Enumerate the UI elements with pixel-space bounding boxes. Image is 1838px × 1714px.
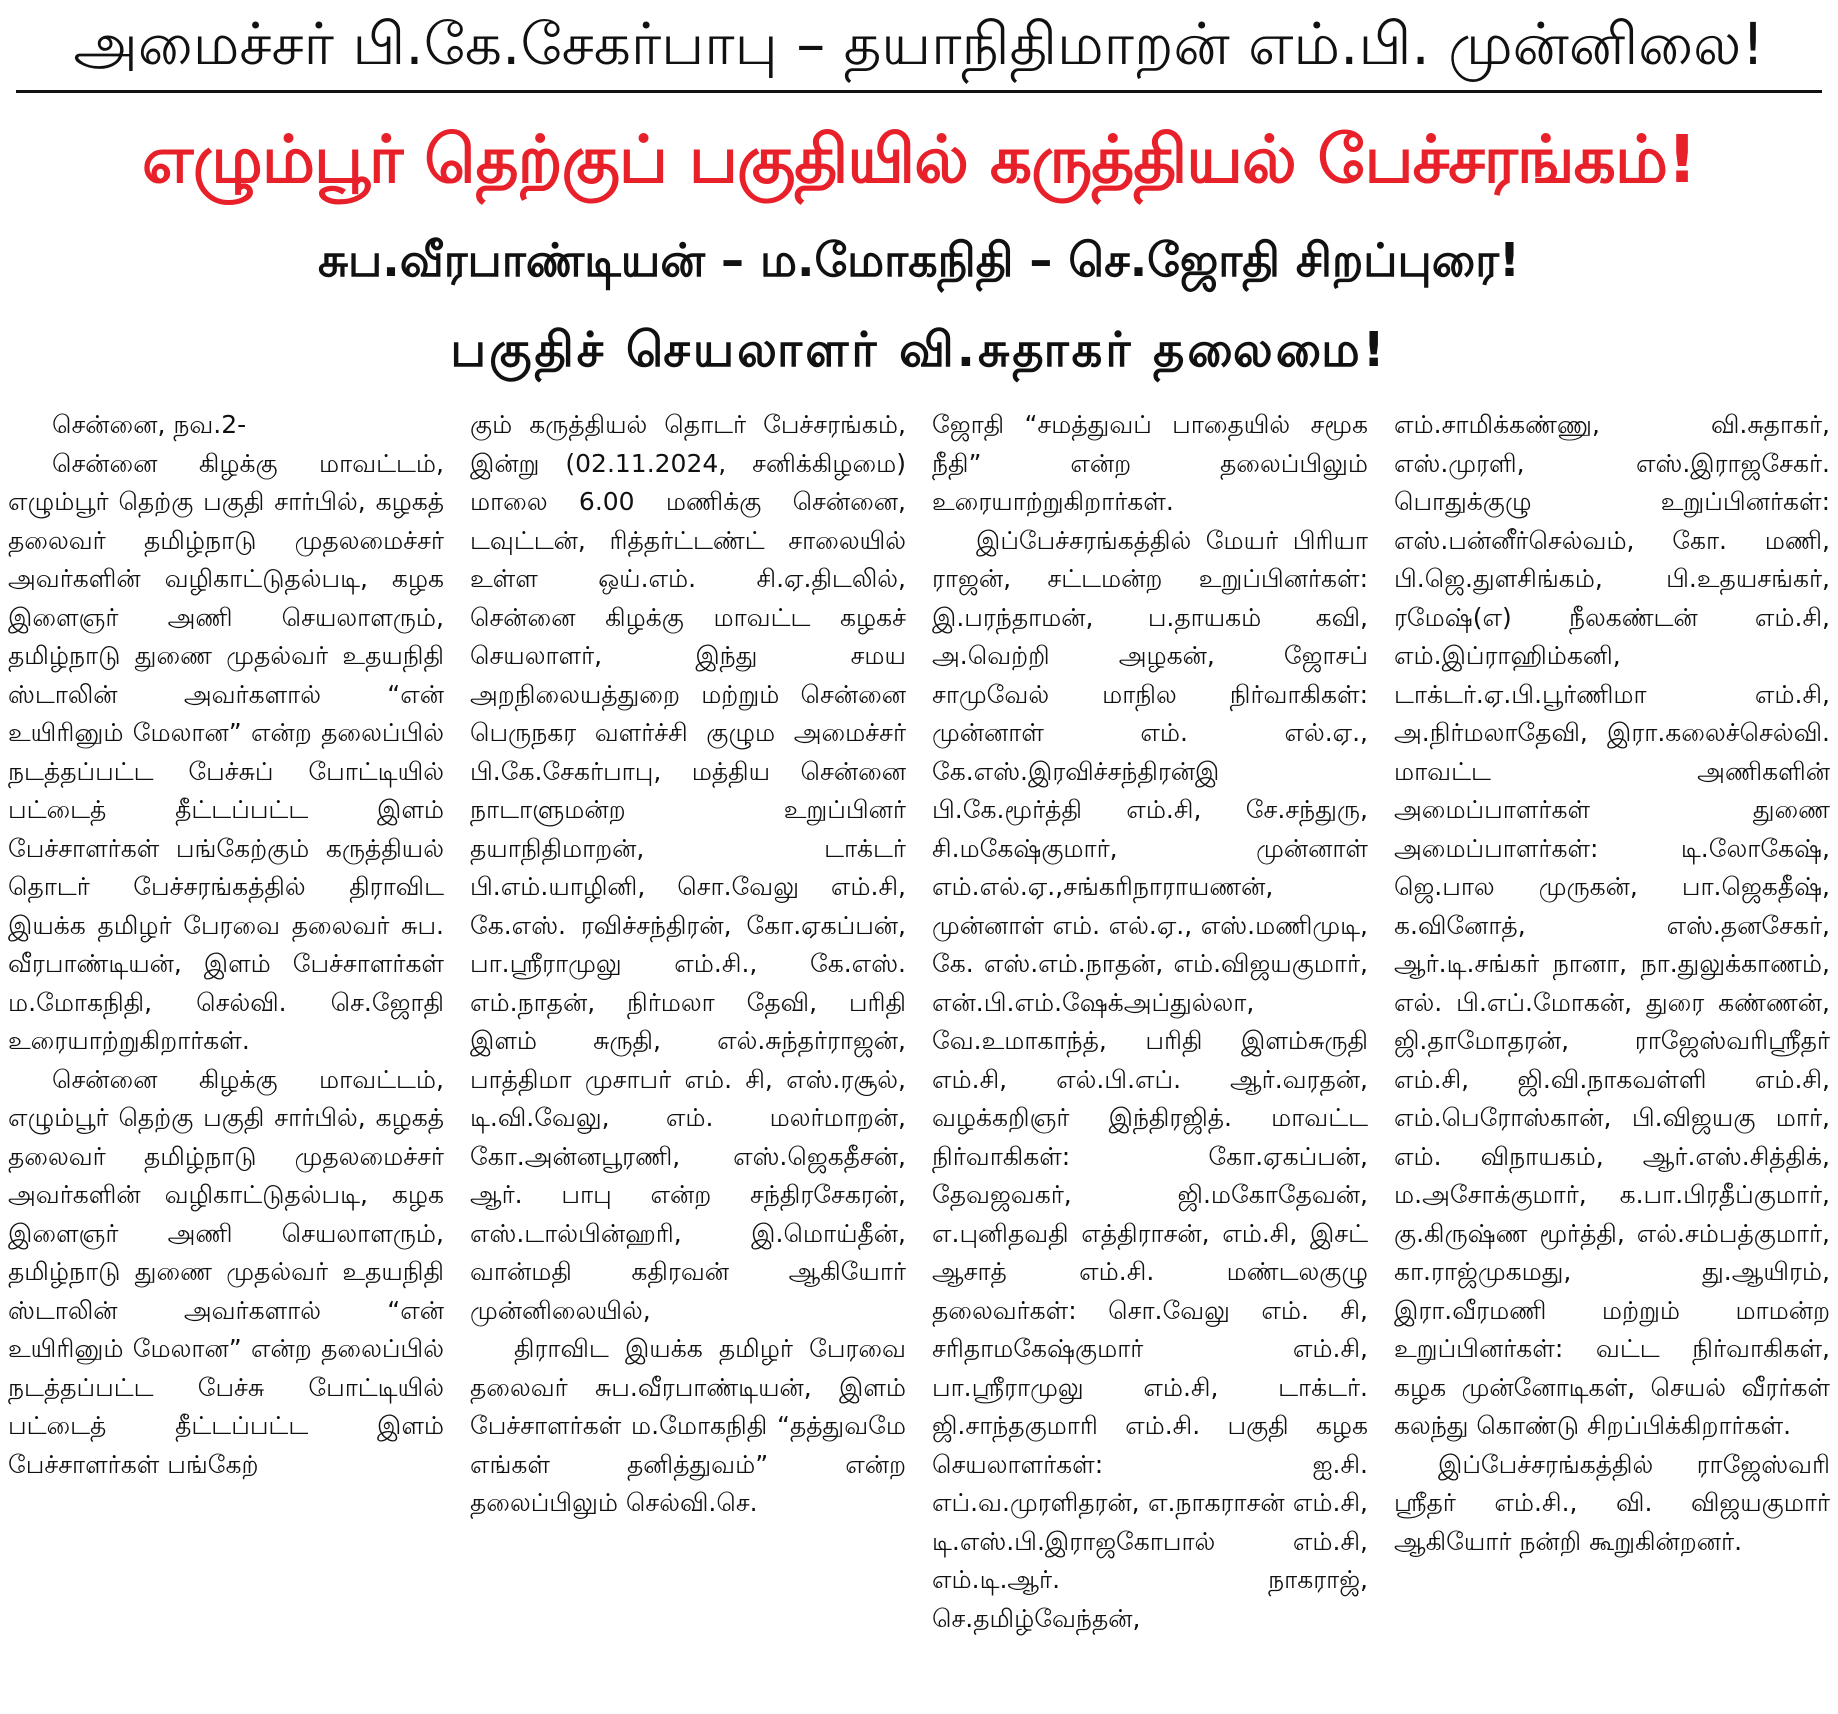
article-paragraph: திராவிட இயக்க தமிழர் பேரவை தலைவர் சுப.வீரபாண்டியன், இளம் பேச்சாளர்கள் ம.மோகநிதி “தத்துவமே எங்கள் தனித்துவம்” என்ற தலைப்பிலும் செல்வி.செ. <box>470 1334 906 1517</box>
headline-top: அமைச்சர் பி.கே.சேகர்பாபு – தயாநிதிமாறன் எம்.பி. முன்னிலை! <box>73 10 1765 78</box>
article-paragraph: கும் கருத்தியல் தொடர் பேச்சரங்கம், இன்று (02.11.2024, சனிக்கிழமை) மாலை 6.00 மணிக்கு சென்னை, டவுட்டன், ரித்தர்ட்டண்ட் சாலையில் உள்ள ஒய்.எம். சி.ஏ.திடலில், சென்னை கிழக்கு மாவட்ட கழகச் செயலாளர், இந்து சமய அறநிலையத்துறை மற்றும் சென்னை பெருநகர வளர்ச்சி குழும அமைச்சர் பி.கே.சேகர்பாபு, மத்திய சென்னை நாடாளுமன்ற உறுப்பினர் தயாநிதிமாறன், டாக்டர் பி.எம்.யாழினி, சொ.வேலு எம்.சி, கே.எஸ். ரவிச்சந்திரன், கோ.ஏகப்பன், பா.ஸ்ரீராமுலு எம்.சி., கே.எஸ். எம்.நாதன், நிர்மலா தேவி, பரிதி இளம் சுருதி, எல்.சுந்தர்ராஜன், பாத்திமா முசாபர் எம். சி, எஸ்.ரசூல், டி.வி.வேலு, எம். மலர்மாறன், கோ.அன்னபூரணி, எஸ்.ஜெகதீசன், ஆர். பாபு என்ற சந்திரசேகரன், எஸ்.டால்பின்ஹரி, இ.மொய்தீன், வான்மதி கதிரவன் ஆகியோர் முன்னிலையில், <box>470 410 906 1325</box>
article-column-1 <box>8 406 444 1708</box>
article-paragraph: இப்பேச்சரங்கத்தில் ராஜேஸ்வரி ஸ்ரீதர் எம்.சி., வி. விஜயகுமார் ஆகியோர் நன்றி கூறுகின்றனர். <box>1394 1449 1830 1556</box>
article-column-3 <box>932 406 1368 1708</box>
headline-sub: சுப.வீரபாண்டியன் – ம.மோகநிதி – செ.ஜோதி சிறப்புரை! <box>318 233 1520 287</box>
article-paragraph: இப்பேச்சரங்கத்தில் மேயர் பிரியா ராஜன், சட்டமன்ற உறுப்பினர்கள்: இ.பரந்தாமன், ப.தாயகம் கவி, அ.வெற்றி அழகன், ஜோசப் சாமுவேல் மாநில நிர்வாகிகள்: முன்னாள் எம். எல்.ஏ., கே.எஸ்.இரவிச்சந்திரன்இ பி.கே.மூர்த்தி எம்.சி, சே.சந்துரு, சி.மகேஷ்குமார், முன்னாள் எம்.எல்.ஏ.,சங்கரிநாராயணன், முன்னாள் எம். எல்.ஏ., எஸ்.மணிமுடி, கே. எஸ்.எம்.நாதன், எம்.விஜயகுமார், என்.பி.எம்.ஷேக்அப்துல்லா, வே.உமாகாந்த், பரிதி இளம்சுருதி எம்.சி, எல்.பி.எப். ஆர்.வரதன், வழக்கறிஞர் இந்திரஜித். மாவட்ட நிர்வாகிகள்: கோ.ஏகப்பன், தேவஜவகர், ஜி.மகோதேவன், எ.புனிதவதி எத்திராசன், எம்.சி, இசட் ஆசாத் எம்.சி. மண்டலகுழு தலைவர்கள்: சொ.வேலு எம். சி, சரிதாமகேஷ்குமார் எம்.சி, பா.ஸ்ரீராமுலு எம்.சி, டாக்டர். ஜி.சாந்தகுமாரி எம்.சி. பகுதி கழக செயலாளர்கள்: ஐ.சி. எப்.வ.முரளிதரன், எ.நாகராசன் எம்.சி, டி.எஸ்.பி.இராஜகோபால் எம்.சி, எம்.டி.ஆர். நாகராஜ், செ.தமிழ்வேந்தன், <box>932 525 1368 1633</box>
article-paragraph: எம்.சாமிக்கண்ணு, வி.சுதாகர், எஸ்.முரளி, எஸ்.இராஜசேகர். பொதுக்குழு உறுப்பினர்கள்: எஸ்.பன்னீர்செல்வம், கோ. மணி, பி.ஜெ.துளசிங்கம், பி.உதயசங்கர், ரமேஷ்(எ) நீலகண்டன் எம்.சி, எம்.இப்ராஹிம்கனி, டாக்டர்.ஏ.பி.பூர்ணிமா எம்.சி, அ.நிர்மலாதேவி, இரா.கலைச்செல்வி. மாவட்ட அணிகளின் அமைப்பாளர்கள் துணை அமைப்பாளர்கள்: டி.லோகேஷ், ஜெ.பால முருகன், பா.ஜெகதீஷ், க.வினோத், எஸ்.தனசேகர், ஆர்.டி.சங்கர் நானா, நா.துலுக்காணம், எல். பி.எப்.மோகன், துரை கண்ணன், ஜி.தாமோதரன், ராஜேஸ்வரிஸ்ரீதர் எம்.சி, ஜி.வி.நாகவள்ளி எம்.சி, எம்.பெரோஸ்கான், பி.விஜயகு மார், எம். விநாயகம், ஆர்.எஸ்.சித்திக், ம.அசோக்குமார், க.பா.பிரதீப்குமார், கு.கிருஷ்ண மூர்த்தி, எல்.சம்பத்குமார், கா.ராஜ்முகமது, து.ஆயிரம், இரா.வீரமணி மற்றும் மாமன்ற உறுப்பினர்கள்: வட்ட நிர்வாகிகள், கழக முன்னோடிகள், செயல் வீரர்கள் கலந்து கொண்டு சிறப்பிக்கிறார்கள். <box>1394 410 1830 1440</box>
article-column-4 <box>1394 406 1830 1708</box>
article-paragraph: சென்னை கிழக்கு மாவட்டம், எழும்பூர் தெற்கு பகுதி சார்பில், கழகத் தலைவர் தமிழ்நாடு முதலமைச்சர் அவர்களின் வழிகாட்டுதல்படி, கழக இளைஞர் அணி செயலாளரும், தமிழ்நாடு துணை முதல்வர் உதயநிதி ஸ்டாலின் அவர்களால் “என் உயிரினும் மேலான” என்ற தலைப்பில் நடத்தப்பட்ட பேச்சு போட்டியில் பட்டைத் தீட்டப்பட்ட இளம் பேச்சாளர்கள் பங்கேற் <box>8 1064 444 1479</box>
article-column-2 <box>470 406 906 1708</box>
article-paragraph: ஜோதி “சமத்துவப் பாதையில் சமூக நீதி” என்ற தலைப்பிலும் உரையாற்றுகிறார்கள். <box>932 410 1368 516</box>
headline-divider <box>16 90 1822 93</box>
headline-main: எழும்பூர் தெற்குப் பகுதியில் கருத்தியல் பேச்சரங்கம்! <box>141 121 1697 198</box>
article-body <box>8 406 1830 1708</box>
article-dateline: சென்னை, நவ.2- <box>52 410 247 439</box>
headline-chair: பகுதிச் செயலாளர் வி.சுதாகர் தலைமை! <box>450 322 1388 378</box>
article-paragraph: சென்னை கிழக்கு மாவட்டம், எழும்பூர் தெற்கு பகுதி சார்பில், கழகத் தலைவர் தமிழ்நாடு முதலமைச்சர் அவர்களின் வழிகாட்டுதல்படி, கழக இளைஞர் அணி செயலாளரும், தமிழ்நாடு துணை முதல்வர் உதயநிதி ஸ்டாலின் அவர்களால் “என் உயிரினும் மேலான” என்ற தலைப்பில் நடத்தப்பட்ட பேச்சுப் போட்டியில் பட்டைத் தீட்டப்பட்ட இளம் பேச்சாளர்கள் பங்கேற்கும் கருத்தியல் தொடர் பேச்சரங்கத்தில் திராவிட இயக்க தமிழர் பேரவை தலைவர் சுப. வீரபாண்டியன், இளம் பேச்சாளர்கள் ம.மோகநிதி, செல்வி. செ.ஜோதி உரையாற்றுகிறார்கள். <box>8 448 444 1055</box>
